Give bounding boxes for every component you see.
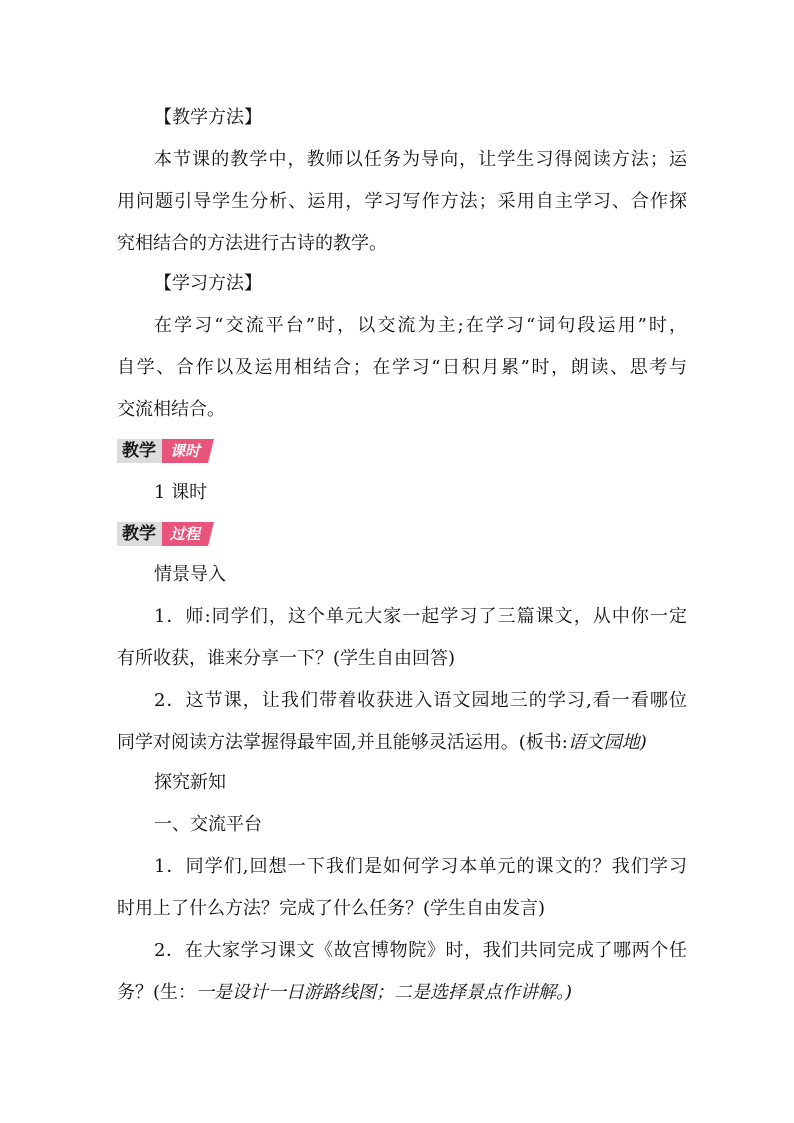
q1-line-2: 时用上了什么方法？完成了什么任务？(学生自由发言): [117, 898, 546, 919]
learning-method-heading: 【学习方法】: [154, 273, 262, 294]
intro-2-line-1: 2．这节课，让我们带着收获进入语文园地三的学习,看一看哪位: [154, 690, 687, 711]
scenario-intro-heading: 情景导入: [154, 564, 226, 585]
intro-1-line-2: 有所收获，谁来分享一下？(学生自由回答): [117, 648, 456, 669]
badge-teaching-process-left: 教学: [117, 522, 162, 546]
badge-teaching-process: [117, 522, 208, 546]
learning-method-line-1: 在学习“交流平台”时，以交流为主;在学习“词句段运用”时，: [154, 315, 687, 336]
badge-class-hours: [117, 439, 208, 463]
q2-line-1: 2．在大家学习课文《故宫博物院》时，我们共同完成了哪两个任: [154, 940, 687, 961]
teaching-method-line-3: 究相结合的方法进行古诗的教学。: [117, 233, 387, 254]
learning-method-line-2: 自学、合作以及运用相结合；在学习“日积月累”时，朗读、思考与: [117, 357, 687, 378]
intro-2-board-text: 语文园地): [567, 732, 647, 753]
badge-class-hours-right: 课时: [162, 439, 208, 463]
explore-heading: 探究新知: [154, 772, 226, 793]
teaching-method-heading: 【教学方法】: [154, 107, 262, 128]
class-hours-text: 1 课时: [154, 482, 208, 503]
learning-method-line-3: 交流相结合。: [117, 399, 225, 420]
q2-line-2: [117, 981, 687, 1005]
q1-line-1: 1．同学们,回想一下我们是如何学习本单元的课文的？我们学习: [154, 856, 687, 877]
teaching-method-line-2: 用问题引导学生分析、运用，学习写作方法；采用自主学习、合作探: [117, 191, 687, 212]
badge-class-hours-left: 教学: [117, 439, 162, 463]
teaching-method-line-1: 本节课的教学中，教师以任务为导向，让学生习得阅读方法；运: [154, 149, 687, 170]
q2-line-2-text: 务？(生：: [117, 982, 197, 1003]
intro-2-line-2: [117, 731, 687, 755]
intro-2-line-2-text: 同学对阅读方法掌握得最牢固,并且能够灵活运用。(板书:: [117, 732, 568, 753]
section-1-heading: 一、交流平台: [154, 814, 262, 835]
badge-teaching-process-right: 过程: [162, 522, 208, 546]
q2-answer-text: 一是设计一日游路线图；二是选择景点作讲解。): [196, 982, 573, 1003]
intro-1-line-1: 1．师:同学们，这个单元大家一起学习了三篇课文，从中你一定: [154, 606, 687, 627]
